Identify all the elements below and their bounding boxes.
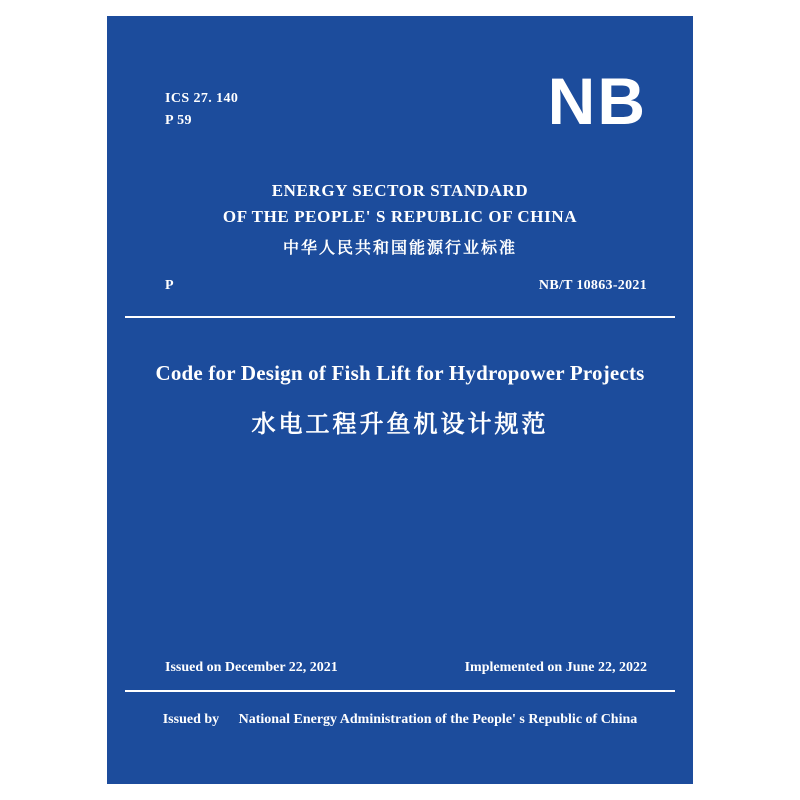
issued-date: Issued on December 22, 2021 xyxy=(165,660,338,675)
document-title-block xyxy=(107,361,693,439)
nb-logo: NB xyxy=(547,64,647,138)
implemented-date: Implemented on June 22, 2022 xyxy=(464,660,647,675)
divider-bottom xyxy=(125,690,675,692)
standard-code-row xyxy=(165,278,647,294)
issuer-row xyxy=(107,712,693,728)
issued-by-label: Issued by xyxy=(162,712,220,727)
standard-line-1: ENERGY SECTOR STANDARD xyxy=(271,181,529,200)
issuing-authority: National Energy Administration of the People' s Republic of China xyxy=(238,712,638,727)
standard-line-chinese: 中华人民共和国能源行业标准 xyxy=(282,240,517,257)
standard-organization-block xyxy=(107,178,693,258)
classification-code: P 59 xyxy=(165,113,192,129)
standard-cover-page xyxy=(107,16,693,784)
dates-row xyxy=(165,660,647,676)
category-letter: P xyxy=(165,278,175,293)
standard-line-2: OF THE PEOPLE' S REPUBLIC OF CHINA xyxy=(222,206,578,226)
title-english: Code for Design of Fish Lift for Hydropower Projects xyxy=(155,361,645,385)
standard-number: NB/T 10863-2021 xyxy=(538,278,647,293)
divider-top xyxy=(125,316,675,318)
ics-number: ICS 27. 140 xyxy=(165,91,239,106)
ics-classification-block xyxy=(165,88,238,133)
title-chinese: 水电工程升鱼机设计规范 xyxy=(251,412,549,438)
